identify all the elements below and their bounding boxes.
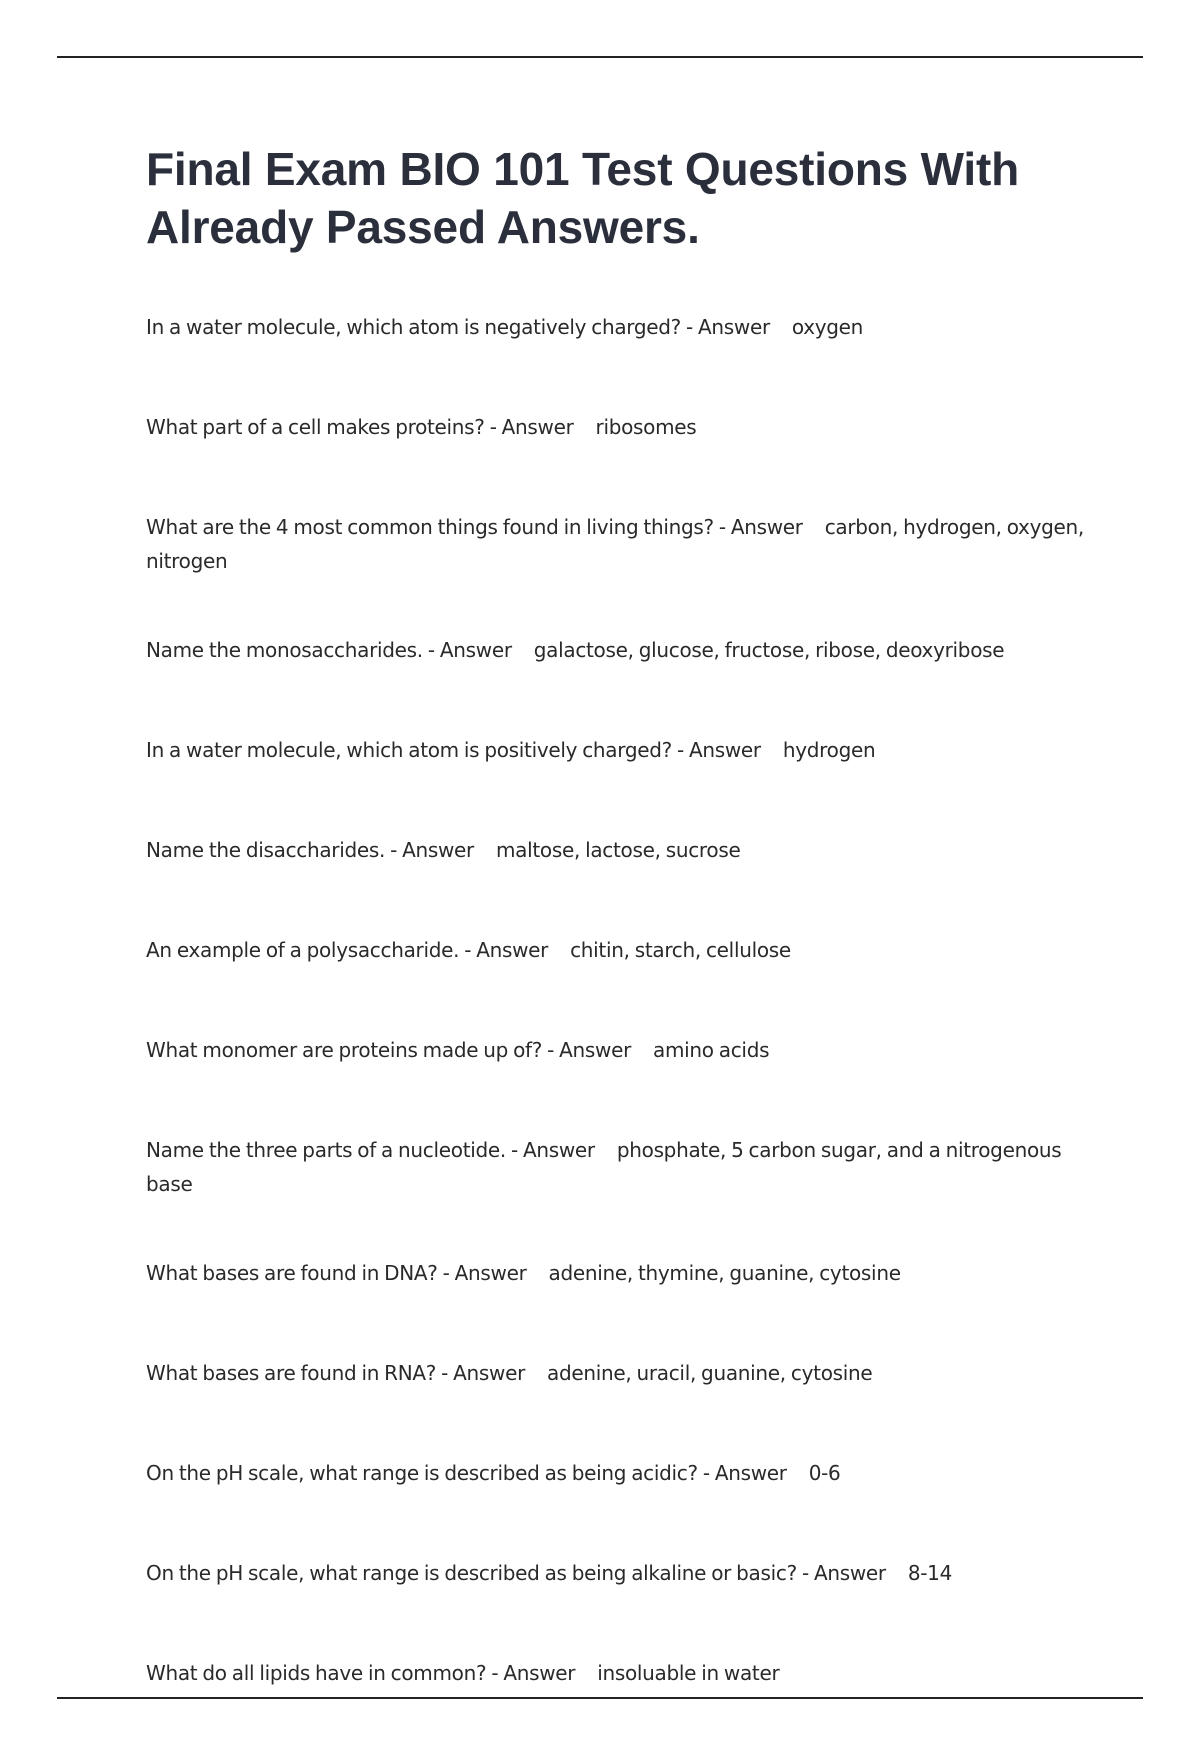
answer-marker: - Answer xyxy=(547,1038,632,1062)
answer-marker: - Answer xyxy=(511,1138,595,1162)
qa-item xyxy=(146,733,1086,767)
qa-item xyxy=(146,1456,1086,1490)
answer-marker: - Answer xyxy=(491,1661,576,1685)
question-text: Name the monosaccharides. xyxy=(146,638,423,662)
answer-marker: - Answer xyxy=(427,638,512,662)
answer-text: amino acids xyxy=(653,1038,770,1062)
qa-item xyxy=(146,1256,1086,1290)
answer-text: oxygen xyxy=(791,315,864,339)
qa-item xyxy=(146,833,1086,867)
footer-rule xyxy=(57,1697,1143,1699)
qa-item xyxy=(146,1356,1086,1390)
qa-item xyxy=(146,1656,1086,1690)
answer-text: carbon, hydrogen, oxygen, nitrogen xyxy=(146,515,1084,573)
qa-item xyxy=(146,633,1086,667)
answer-text: adenine, thymine, guanine, cytosine xyxy=(548,1261,901,1285)
question-text: On the pH scale, what range is described as being acidic? xyxy=(146,1461,698,1485)
qa-item xyxy=(146,1556,1086,1590)
answer-marker: - Answer xyxy=(442,1261,527,1285)
question-text: In a water molecule, which atom is negatively charged? xyxy=(146,315,681,339)
question-text: Name the three parts of a nucleotide. xyxy=(146,1138,506,1162)
qa-item xyxy=(146,310,1086,344)
answer-text: phosphate, 5 carbon sugar, and a nitrogenous base xyxy=(146,1138,1062,1196)
answer-marker: - Answer xyxy=(489,415,574,439)
question-text: What part of a cell makes proteins? xyxy=(146,415,485,439)
qa-item xyxy=(146,1033,1086,1067)
answer-marker: - Answer xyxy=(390,838,474,862)
answer-text: chitin, starch, cellulose xyxy=(570,938,791,962)
question-text: What bases are found in DNA? xyxy=(146,1261,438,1285)
question-text: In a water molecule, which atom is positively charged? xyxy=(146,738,672,762)
question-text: What monomer are proteins made up of? xyxy=(146,1038,543,1062)
answer-marker: - Answer xyxy=(718,515,803,539)
document-page xyxy=(146,140,1086,1756)
question-text: On the pH scale, what range is described as being alkaline or basic? xyxy=(146,1561,797,1585)
question-text: What are the 4 most common things found in living things? xyxy=(146,515,714,539)
answer-text: hydrogen xyxy=(782,738,876,762)
document-title: Final Exam BIO 101 Test Questions With Already Passed Answers. xyxy=(146,143,1020,253)
answer-text: galactose, glucose, fructose, ribose, deoxyribose xyxy=(533,638,1005,662)
answer-text: insoluable in water xyxy=(597,1661,780,1685)
answer-text: 8-14 xyxy=(907,1561,953,1585)
answer-marker: - Answer xyxy=(464,938,549,962)
answer-text: adenine, uracil, guanine, cytosine xyxy=(547,1361,873,1385)
header-rule xyxy=(57,56,1143,58)
question-text: Name the disaccharides. xyxy=(146,838,386,862)
qa-list xyxy=(146,310,1086,1690)
answer-marker: - Answer xyxy=(677,738,761,762)
qa-item xyxy=(146,1133,1086,1201)
qa-item xyxy=(146,510,1086,578)
question-text: What bases are found in RNA? xyxy=(146,1361,437,1385)
answer-marker: - Answer xyxy=(702,1461,787,1485)
qa-item xyxy=(146,410,1086,444)
answer-text: maltose, lactose, sucrose xyxy=(495,838,741,862)
question-text: An example of a polysaccharide. xyxy=(146,938,460,962)
qa-item xyxy=(146,933,1086,967)
answer-marker: - Answer xyxy=(686,315,770,339)
answer-marker: - Answer xyxy=(441,1361,525,1385)
question-text: What do all lipids have in common? xyxy=(146,1661,487,1685)
answer-marker: - Answer xyxy=(801,1561,886,1585)
answer-text: ribosomes xyxy=(595,415,697,439)
answer-text: 0-6 xyxy=(808,1461,841,1485)
